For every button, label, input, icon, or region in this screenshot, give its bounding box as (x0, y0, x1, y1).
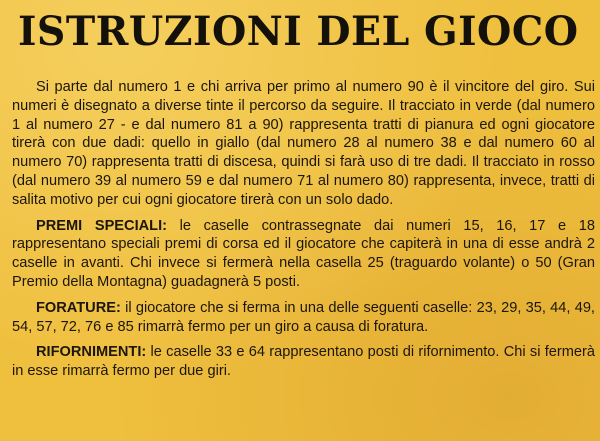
paragraph-text: il giocatore che si ferma in una delle seguenti caselle: 23, 29, 35, 44, 49, 54, 57, 72, 76 e 85 rimarrà fermo per un giro a causa di foratura. (12, 299, 595, 335)
paragraph-rifornimenti (12, 343, 595, 381)
paragraph-label: RIFORNIMENTI: (36, 344, 147, 361)
page-title: ISTRUZIONI DEL GIOCO (18, 8, 579, 55)
instructions-body (12, 78, 595, 388)
paragraph-text: le caselle contrassegnate dai numeri 15, 16, 17 e 18 rappresentano speciali premi di corsa ed il giocatore che capiterà in una di esse andrà 2 caselle in avanti. Chi invece si fermerà nella casella 25 (traguardo volante) o 50 (Gran Premio della Montagna) guadagnerà 5 posti. (12, 217, 595, 290)
paragraph-premi-speciali (12, 217, 595, 292)
paragraph-label: PREMI SPECIALI: (36, 217, 167, 234)
paragraph-text: Si parte dal numero 1 e chi arriva per primo al numero 90 è il vincitore del giro. Sui numeri è disegnato a diverse tinte il percorso da seguire. Il tracciato in verde (dal numero 1 al numero 27 - e dal numero 81 a 90) rappresenta tratti di pianura ed ogni giocatore tirerà con due dadi: quello in giallo (dal numero 28 al numero 38 e dal numero 60 al numero 70) rappresenta tratti di discesa, quindi si farà uso di tre dadi. Il tracciato in rosso (dal numero 39 al numero 59 e dal numero 71 al numero 80) rappresenta, invece, tratti di salita motivo per cui ogni giocatore tirerà con un solo dado. (12, 79, 595, 208)
paragraph-forature (12, 299, 595, 337)
paragraph-intro (12, 78, 595, 210)
paragraph-text: le caselle 33 e 64 rappresentano posti di rifornimento. Chi si fermerà in esse rimarrà fermo per due giri. (12, 344, 595, 380)
paragraph-label: FORATURE: (36, 299, 121, 316)
